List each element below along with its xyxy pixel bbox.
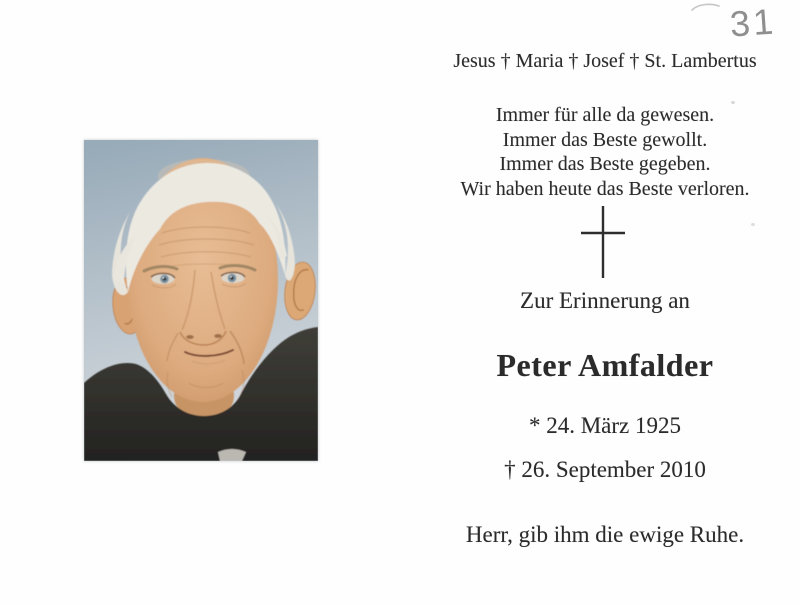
birth-date-line: * 24. März 1925	[528, 413, 682, 438]
handwritten-number: 31	[728, 0, 778, 45]
scan-speck	[731, 101, 735, 104]
death-date-line: † 26. September 2010	[504, 457, 706, 482]
text-column	[410, 0, 800, 605]
scan-speck	[751, 223, 755, 226]
motto-line: Immer das Beste gegeben.	[499, 153, 711, 175]
invocation-line: Jesus † Maria † Josef † St. Lambertus	[453, 50, 757, 72]
closing-prayer-line: Herr, gib ihm die ewige Ruhe.	[465, 522, 745, 547]
motto-verse	[410, 103, 800, 201]
intro-line: Zur Erinnerung an	[520, 288, 690, 313]
cross-icon	[580, 204, 626, 280]
motto-line: Immer das Beste gewollt.	[502, 128, 708, 151]
portrait-photo	[84, 140, 318, 461]
motto-line: Wir haben heute das Beste verloren.	[460, 177, 750, 200]
pencil-mark	[688, 0, 724, 12]
motto-line: Immer für alle da gewesen.	[495, 104, 715, 126]
deceased-name: Peter Amfalder	[496, 347, 714, 383]
